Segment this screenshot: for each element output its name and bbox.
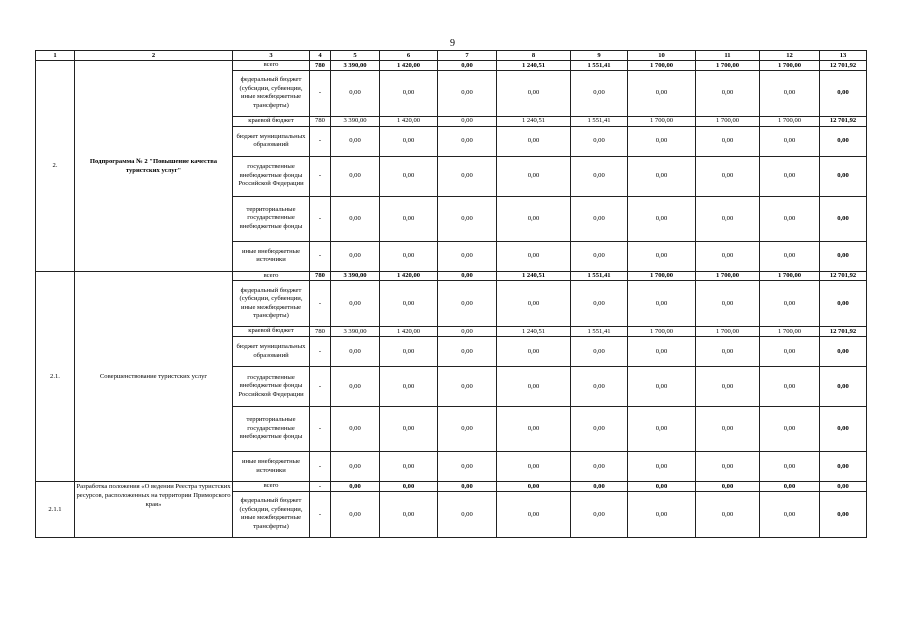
amount-cell: 3 390,00 [331, 116, 380, 126]
amount-cell: 0,00 [497, 452, 571, 482]
amount-cell: 0,00 [331, 452, 380, 482]
page-number: 9 [450, 38, 455, 49]
funding-source: государственные внебюджетные фонды Российской Федерации [233, 367, 310, 407]
total-cell: 0,00 [820, 482, 867, 492]
amount-cell: 0,00 [380, 126, 438, 156]
header-cell: 6 [380, 51, 438, 61]
amount-cell: 0,00 [497, 156, 571, 196]
amount-cell: 0,00 [438, 156, 497, 196]
amount-cell: 0,00 [760, 281, 820, 327]
header-row [36, 51, 867, 61]
grbs-code: - [310, 491, 331, 537]
budget-table [35, 50, 867, 538]
amount-cell: 3 390,00 [331, 61, 380, 71]
amount-cell: 0,00 [380, 196, 438, 241]
amount-cell: 0,00 [571, 491, 628, 537]
grbs-code: - [310, 482, 331, 492]
amount-cell: 0,00 [380, 337, 438, 367]
amount-cell: 1 700,00 [628, 116, 696, 126]
amount-cell: 0,00 [380, 241, 438, 271]
grbs-code: 780 [310, 61, 331, 71]
table-row [36, 271, 867, 281]
amount-cell: 0,00 [628, 482, 696, 492]
amount-cell: 0,00 [628, 241, 696, 271]
amount-cell: 0,00 [497, 126, 571, 156]
amount-cell: 1 420,00 [380, 327, 438, 337]
funding-source: всего [233, 61, 310, 71]
amount-cell: 1 700,00 [760, 327, 820, 337]
header-cell: 7 [438, 51, 497, 61]
amount-cell: 0,00 [331, 70, 380, 116]
amount-cell: 0,00 [696, 126, 760, 156]
amount-cell: 0,00 [438, 452, 497, 482]
funding-source: краевой бюджет [233, 327, 310, 337]
funding-source: федеральный бюджет (субсидии, субвенции, иные межбюджетные трансферты) [233, 70, 310, 116]
amount-cell: 0,00 [438, 61, 497, 71]
amount-cell: 0,00 [438, 491, 497, 537]
amount-cell: 1 700,00 [696, 271, 760, 281]
total-cell: 12 701,92 [820, 271, 867, 281]
amount-cell: 0,00 [760, 407, 820, 452]
amount-cell: 1 551,41 [571, 61, 628, 71]
funding-source: иные внебюджетные источники [233, 452, 310, 482]
total-cell: 0,00 [820, 281, 867, 327]
amount-cell: 0,00 [331, 126, 380, 156]
amount-cell: 0,00 [380, 70, 438, 116]
amount-cell: 1 240,51 [497, 327, 571, 337]
grbs-code: - [310, 126, 331, 156]
amount-cell: 0,00 [497, 491, 571, 537]
amount-cell: 1 240,51 [497, 116, 571, 126]
amount-cell: 0,00 [331, 196, 380, 241]
total-cell: 12 701,92 [820, 327, 867, 337]
grbs-code: - [310, 337, 331, 367]
amount-cell: 0,00 [628, 407, 696, 452]
amount-cell: 0,00 [571, 367, 628, 407]
amount-cell: 0,00 [696, 241, 760, 271]
amount-cell: 1 700,00 [696, 61, 760, 71]
amount-cell: 1 700,00 [760, 116, 820, 126]
amount-cell: 0,00 [760, 70, 820, 116]
amount-cell: 0,00 [628, 281, 696, 327]
amount-cell: 0,00 [438, 241, 497, 271]
amount-cell: 0,00 [628, 156, 696, 196]
amount-cell: 1 700,00 [696, 327, 760, 337]
amount-cell: 0,00 [696, 70, 760, 116]
table-row [36, 482, 867, 492]
header-cell: 9 [571, 51, 628, 61]
funding-source: краевой бюджет [233, 116, 310, 126]
grbs-code: 780 [310, 271, 331, 281]
amount-cell: 0,00 [760, 452, 820, 482]
grbs-code: - [310, 156, 331, 196]
amount-cell: 1 700,00 [628, 61, 696, 71]
amount-cell: 0,00 [571, 126, 628, 156]
row-number: 2. [36, 61, 75, 272]
funding-source: всего [233, 482, 310, 492]
header-cell: 3 [233, 51, 310, 61]
amount-cell: 3 390,00 [331, 327, 380, 337]
header-cell: 12 [760, 51, 820, 61]
total-cell: 12 701,92 [820, 61, 867, 71]
funding-source: иные внебюджетные источники [233, 241, 310, 271]
amount-cell: 0,00 [438, 196, 497, 241]
program-name: Совершенствование туристских услуг [75, 271, 233, 482]
amount-cell: 0,00 [438, 116, 497, 126]
amount-cell: 0,00 [497, 70, 571, 116]
header-cell: 10 [628, 51, 696, 61]
amount-cell: 0,00 [571, 241, 628, 271]
amount-cell: 0,00 [380, 482, 438, 492]
amount-cell: 1 240,51 [497, 61, 571, 71]
amount-cell: 0,00 [380, 452, 438, 482]
grbs-code: - [310, 241, 331, 271]
funding-source: бюджет муниципальных образований [233, 337, 310, 367]
amount-cell: 0,00 [331, 482, 380, 492]
total-cell: 0,00 [820, 407, 867, 452]
funding-source: бюджет муниципальных образований [233, 126, 310, 156]
amount-cell: 0,00 [497, 407, 571, 452]
funding-source: федеральный бюджет (субсидии, субвенции, иные межбюджетные трансферты) [233, 491, 310, 537]
amount-cell: 0,00 [331, 337, 380, 367]
amount-cell: 0,00 [497, 482, 571, 492]
header-cell: 8 [497, 51, 571, 61]
amount-cell: 0,00 [760, 482, 820, 492]
amount-cell: 1 240,51 [497, 271, 571, 281]
grbs-code: - [310, 196, 331, 241]
amount-cell: 0,00 [331, 407, 380, 452]
grbs-code: - [310, 452, 331, 482]
amount-cell: 1 700,00 [760, 271, 820, 281]
amount-cell: 0,00 [571, 196, 628, 241]
program-name: Подпрограмма № 2 "Повышение качества туристских услуг" [75, 61, 233, 272]
amount-cell: 1 420,00 [380, 116, 438, 126]
amount-cell: 0,00 [696, 491, 760, 537]
total-cell: 0,00 [820, 196, 867, 241]
grbs-code: 780 [310, 116, 331, 126]
total-cell: 0,00 [820, 70, 867, 116]
amount-cell: 0,00 [571, 482, 628, 492]
amount-cell: 0,00 [628, 196, 696, 241]
header-cell: 4 [310, 51, 331, 61]
amount-cell: 0,00 [628, 70, 696, 116]
amount-cell: 0,00 [571, 281, 628, 327]
amount-cell: 0,00 [696, 337, 760, 367]
amount-cell: 3 390,00 [331, 271, 380, 281]
amount-cell: 0,00 [331, 156, 380, 196]
header-cell: 11 [696, 51, 760, 61]
amount-cell: 0,00 [571, 452, 628, 482]
table-body [36, 51, 867, 538]
amount-cell: 0,00 [497, 367, 571, 407]
total-cell: 0,00 [820, 156, 867, 196]
amount-cell: 0,00 [380, 407, 438, 452]
header-cell: 13 [820, 51, 867, 61]
amount-cell: 0,00 [331, 491, 380, 537]
total-cell: 0,00 [820, 491, 867, 537]
amount-cell: 0,00 [331, 367, 380, 407]
total-cell: 0,00 [820, 452, 867, 482]
row-number: 2.1. [36, 271, 75, 482]
amount-cell: 0,00 [760, 241, 820, 271]
amount-cell: 0,00 [760, 337, 820, 367]
amount-cell: 0,00 [760, 196, 820, 241]
total-cell: 12 701,92 [820, 116, 867, 126]
total-cell: 0,00 [820, 241, 867, 271]
program-name: Разработка положения «О ведении Реестра туристских ресурсов, расположенных на территории Приморского края» [75, 482, 233, 538]
amount-cell: 0,00 [438, 327, 497, 337]
funding-source: территориальные государственные внебюджетные фонды [233, 196, 310, 241]
amount-cell: 1 700,00 [628, 327, 696, 337]
funding-source: государственные внебюджетные фонды Российской Федерации [233, 156, 310, 196]
amount-cell: 0,00 [331, 281, 380, 327]
amount-cell: 0,00 [438, 126, 497, 156]
amount-cell: 1 420,00 [380, 271, 438, 281]
amount-cell: 0,00 [696, 156, 760, 196]
amount-cell: 0,00 [628, 491, 696, 537]
grbs-code: - [310, 367, 331, 407]
amount-cell: 0,00 [628, 452, 696, 482]
header-cell: 2 [75, 51, 233, 61]
amount-cell: 0,00 [696, 196, 760, 241]
header-cell: 1 [36, 51, 75, 61]
amount-cell: 0,00 [438, 70, 497, 116]
amount-cell: 0,00 [497, 241, 571, 271]
amount-cell: 1 551,41 [571, 327, 628, 337]
funding-source: всего [233, 271, 310, 281]
amount-cell: 0,00 [438, 337, 497, 367]
amount-cell: 0,00 [571, 70, 628, 116]
amount-cell: 0,00 [696, 367, 760, 407]
amount-cell: 1 700,00 [760, 61, 820, 71]
amount-cell: 0,00 [628, 337, 696, 367]
amount-cell: 0,00 [380, 281, 438, 327]
amount-cell: 0,00 [696, 452, 760, 482]
grbs-code: - [310, 407, 331, 452]
amount-cell: 0,00 [331, 241, 380, 271]
header-cell: 5 [331, 51, 380, 61]
table-row [36, 61, 867, 71]
row-number: 2.1.1 [36, 482, 75, 538]
grbs-code: - [310, 281, 331, 327]
amount-cell: 0,00 [438, 281, 497, 327]
amount-cell: 0,00 [497, 281, 571, 327]
amount-cell: 1 551,41 [571, 116, 628, 126]
amount-cell: 0,00 [571, 407, 628, 452]
amount-cell: 0,00 [438, 407, 497, 452]
total-cell: 0,00 [820, 126, 867, 156]
amount-cell: 0,00 [760, 156, 820, 196]
grbs-code: 780 [310, 327, 331, 337]
funding-source: федеральный бюджет (субсидии, субвенции, иные межбюджетные трансферты) [233, 281, 310, 327]
amount-cell: 0,00 [760, 491, 820, 537]
amount-cell: 0,00 [438, 482, 497, 492]
funding-source: территориальные государственные внебюджетные фонды [233, 407, 310, 452]
amount-cell: 0,00 [497, 196, 571, 241]
total-cell: 0,00 [820, 337, 867, 367]
amount-cell: 0,00 [696, 407, 760, 452]
amount-cell: 0,00 [628, 126, 696, 156]
amount-cell: 1 420,00 [380, 61, 438, 71]
amount-cell: 1 700,00 [696, 116, 760, 126]
amount-cell: 0,00 [380, 156, 438, 196]
amount-cell: 0,00 [380, 367, 438, 407]
amount-cell: 0,00 [760, 126, 820, 156]
amount-cell: 0,00 [438, 271, 497, 281]
amount-cell: 0,00 [438, 367, 497, 407]
amount-cell: 0,00 [380, 491, 438, 537]
amount-cell: 1 700,00 [628, 271, 696, 281]
amount-cell: 0,00 [696, 482, 760, 492]
amount-cell: 1 551,41 [571, 271, 628, 281]
total-cell: 0,00 [820, 367, 867, 407]
amount-cell: 0,00 [571, 337, 628, 367]
amount-cell: 0,00 [696, 281, 760, 327]
amount-cell: 0,00 [760, 367, 820, 407]
amount-cell: 0,00 [628, 367, 696, 407]
grbs-code: - [310, 70, 331, 116]
amount-cell: 0,00 [571, 156, 628, 196]
amount-cell: 0,00 [497, 337, 571, 367]
